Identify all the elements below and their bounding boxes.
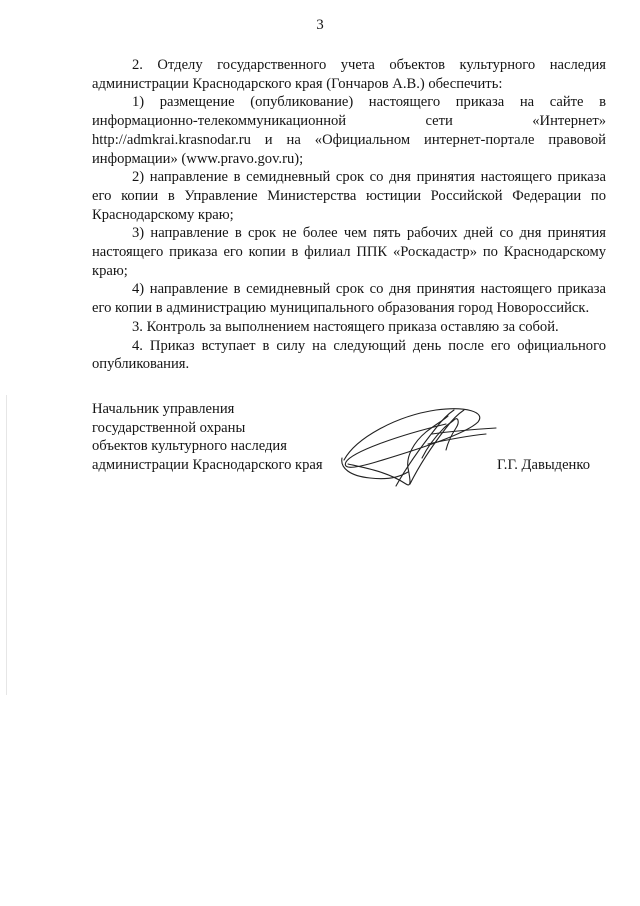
paragraph-2-4: 4) направление в семидневный срок со дня принятия настоящего приказа его копии в администрацию муниципального образования город Новороссийск.: [92, 281, 606, 317]
document-body: [92, 56, 606, 374]
position-line: объектов культурного наследия: [92, 438, 287, 455]
signer-name: Г.Г. Давыденко: [497, 457, 591, 473]
position-line: администрации Краснодарского края: [92, 457, 323, 474]
paragraph-2-3: 3) направление в срок не более чем пять рабочих дней со дня принятия настоящего приказа его копии в филиал ППК «Роскадастр» по Краснодарскому краю;: [92, 225, 606, 279]
signatory-position: [92, 400, 323, 475]
handwritten-signature: [336, 398, 506, 493]
paragraph-3: 3. Контроль за выполнением настоящего приказа оставляю за собой.: [132, 318, 559, 335]
position-line: государственной охраны: [92, 419, 246, 436]
paragraph-2-2: 2) направление в семидневный срок со дня принятия настоящего приказа его копии в Управление Министерства юстиции Российской Федерации по Краснодарскому краю;: [92, 169, 606, 223]
position-line: Начальник управления: [92, 401, 235, 417]
paragraph-2: 2. Отделу государственного учета объектов культурного наследия администрации Краснодарского края (Гончаров А.В.) обеспечить:: [92, 57, 606, 92]
paragraph-4: 4. Приказ вступает в силу на следующий день после его официального опубликования.: [92, 337, 606, 373]
page-number: 3: [316, 17, 324, 33]
scan-edge-line: [6, 395, 7, 695]
paragraph-2-1: 1) размещение (опубликование) настоящего приказа на сайте в информационно-телекоммуникационной сети «Интернет» http://admkrai.krasnodar.ru и на «Официальном интернет-портале правовой информации» (www.pravo.gov.ru);: [92, 94, 606, 167]
